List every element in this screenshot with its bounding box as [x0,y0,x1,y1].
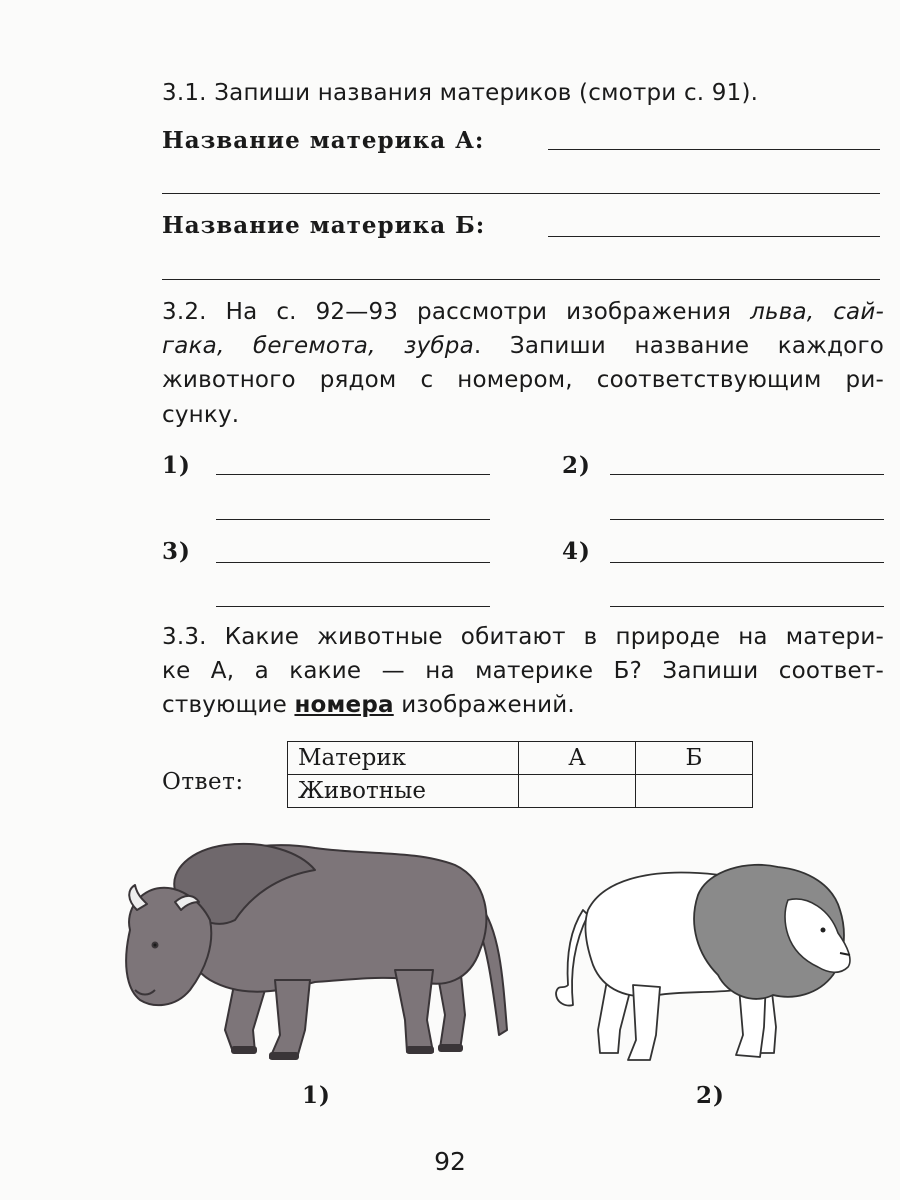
task-3-2-line-3: животного рядом с номером, соответствующим ри- [162,367,884,393]
answer-1-line[interactable] [216,474,490,475]
task-3-2-line-4: сунку. [162,402,240,428]
answer-4-line[interactable] [610,562,884,563]
continent-a-label: Название материка А: [162,127,485,154]
answer-2-line-2[interactable] [610,519,884,520]
task-3-2-line-1: 3.2. На с. 92—93 рассмотри изображения льва, сай- [162,299,885,325]
answer-1-line-2[interactable] [216,519,490,520]
continent-a-answer-line-2[interactable] [162,193,880,194]
table-header-b: Б [636,742,753,775]
continent-b-answer-line-2[interactable] [162,279,880,280]
answer-2-label: 2) [562,452,591,479]
task-3-2-line-2: гака, бегемота, зубра. Запиши название каждого [162,333,885,359]
table-cell-b-animals[interactable] [636,775,753,808]
table-cell-a-animals[interactable] [519,775,636,808]
table-row-animals: Животные [288,775,519,808]
table-row [288,775,753,808]
answer-2-line[interactable] [610,474,884,475]
answer-3-line-2[interactable] [216,606,490,607]
answer-3-label: 3) [162,538,191,565]
answer-label: Ответ: [162,769,244,795]
answer-3-line[interactable] [216,562,490,563]
bison-caption: 1) [302,1082,331,1109]
task-3-3-line-2: ке А, а какие — на материке Б? Запиши соответ- [162,658,884,684]
continent-a-answer-line[interactable] [548,149,880,150]
bison-illustration [115,830,525,1070]
table-header-a: А [519,742,636,775]
answer-1-label: 1) [162,452,191,479]
answer-4-label: 4) [562,538,591,565]
task-3-3-line-1: 3.3. Какие животные обитают в природе на матери- [162,624,884,650]
answer-4-line-2[interactable] [610,606,884,607]
lion-illustration [548,855,878,1070]
continent-b-answer-line[interactable] [548,236,880,237]
page-number: 92 [434,1147,466,1176]
continent-b-label: Название материка Б: [162,212,486,239]
answer-table [287,741,753,808]
lion-caption: 2) [696,1082,725,1109]
task-3-3-line-3: ствующие номера изображений. [162,692,575,718]
task-3-1-heading: 3.1. Запиши названия материков (смотри с. 91). [162,80,759,106]
table-row [288,742,753,775]
table-header-continent: Материк [288,742,519,775]
